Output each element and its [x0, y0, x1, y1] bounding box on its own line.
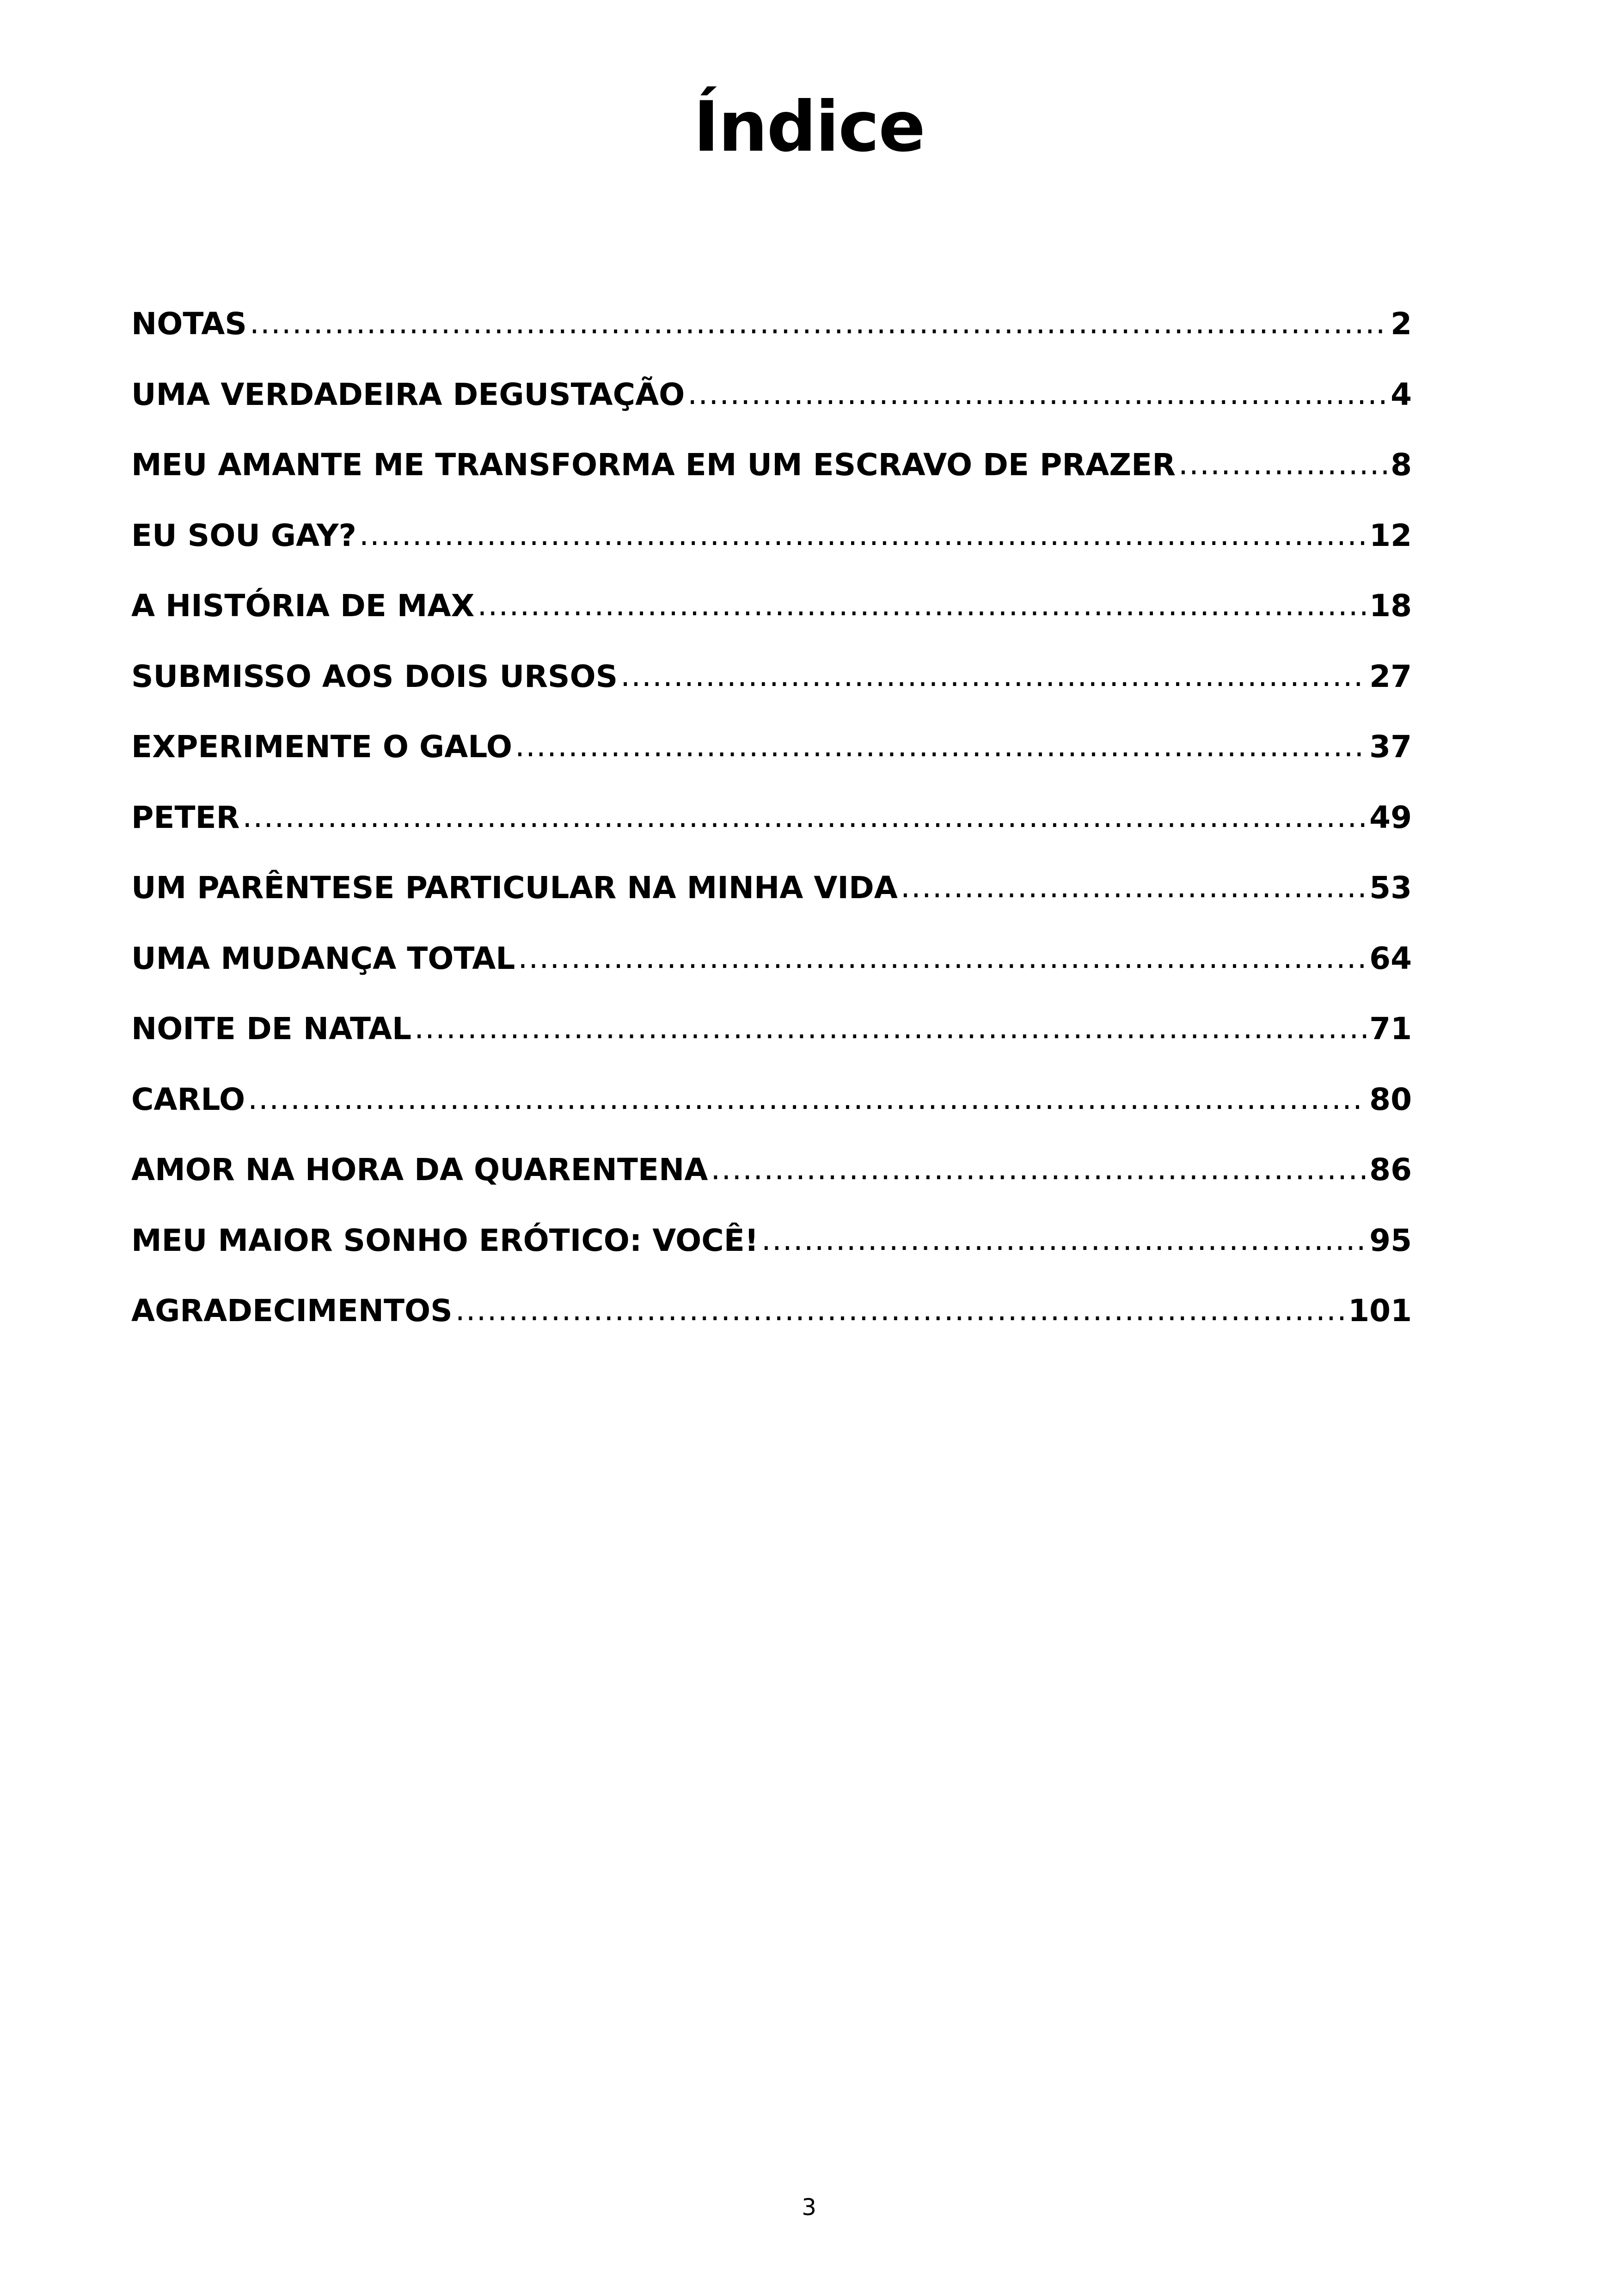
dot-leader	[250, 299, 1388, 349]
toc-entry-page: 53	[1369, 870, 1412, 906]
dot-leader	[711, 1145, 1367, 1194]
dot-leader	[248, 1074, 1367, 1124]
toc-entry-title: MEU MAIOR SONHO ERÓTICO: VOCÊ!	[131, 1222, 759, 1258]
toc-entry-page: 12	[1369, 517, 1412, 553]
toc-entry-title: AMOR NA HORA DA QUARENTENA	[131, 1152, 708, 1188]
toc-entry-page: 95	[1369, 1222, 1412, 1258]
table-of-contents	[131, 299, 1412, 1356]
toc-entry-title: NOITE DE NATAL	[131, 1011, 412, 1047]
dot-leader	[761, 1215, 1367, 1265]
toc-entry-title: AGRADECIMENTOS	[131, 1293, 453, 1329]
toc-entry-title: UMA VERDADEIRA DEGUSTAÇÃO	[131, 376, 685, 412]
toc-entry-title: EU SOU GAY?	[131, 517, 356, 553]
dot-leader	[359, 510, 1367, 560]
toc-entry-agradecimentos[interactable]	[131, 1286, 1412, 1356]
toc-entry-page: 27	[1369, 658, 1412, 694]
toc-entry-title: PETER	[131, 799, 240, 835]
toc-entry-title: UM PARÊNTESE PARTICULAR NA MINHA VIDA	[131, 870, 898, 906]
dot-leader	[455, 1286, 1346, 1335]
toc-entry-page: 37	[1369, 729, 1412, 765]
toc-entry-meu-amante[interactable]	[131, 440, 1412, 510]
toc-entry-title: EXPERIMENTE O GALO	[131, 729, 513, 765]
dot-leader	[414, 1004, 1367, 1053]
toc-entry-page: 49	[1369, 799, 1412, 835]
toc-entry-uma-mudanca-total[interactable]	[131, 933, 1412, 1004]
toc-entry-noite-de-natal[interactable]	[131, 1004, 1412, 1074]
dot-leader	[477, 581, 1367, 631]
toc-entry-title: CARLO	[131, 1081, 245, 1117]
dot-leader	[518, 933, 1367, 983]
toc-entry-title: SUBMISSO AOS DOIS URSOS	[131, 658, 618, 694]
toc-entry-a-historia-de-max[interactable]	[131, 581, 1412, 651]
page-title: Índice	[693, 87, 925, 167]
toc-entry-eu-sou-gay[interactable]	[131, 510, 1412, 581]
toc-entry-carlo[interactable]	[131, 1074, 1412, 1145]
page-number: 3	[802, 2194, 816, 2221]
toc-entry-page: 86	[1369, 1152, 1412, 1188]
toc-entry-title: UMA MUDANÇA TOTAL	[131, 940, 515, 976]
toc-entry-page: 71	[1369, 1011, 1412, 1047]
toc-entry-uma-verdadeira-degustacao[interactable]	[131, 369, 1412, 440]
dot-leader	[901, 863, 1367, 912]
toc-entry-experimente-o-galo[interactable]	[131, 722, 1412, 792]
toc-entry-title: NOTAS	[131, 306, 247, 342]
dot-leader	[620, 651, 1367, 701]
toc-entry-page: 2	[1391, 306, 1412, 342]
toc-entry-submisso-aos-dois-ursos[interactable]	[131, 651, 1412, 722]
dot-leader	[687, 369, 1388, 419]
toc-entry-page: 101	[1348, 1293, 1412, 1329]
toc-entry-page: 80	[1369, 1081, 1412, 1117]
toc-entry-page: 4	[1391, 376, 1412, 412]
toc-entry-page: 8	[1391, 447, 1412, 483]
toc-entry-meu-maior-sonho-erotico[interactable]	[131, 1215, 1412, 1286]
toc-entry-um-parentese-particular[interactable]	[131, 863, 1412, 933]
toc-entry-amor-na-hora-da-quarentena[interactable]	[131, 1145, 1412, 1215]
toc-entry-title: A HISTÓRIA DE MAX	[131, 588, 475, 624]
toc-entry-page: 18	[1369, 588, 1412, 624]
dot-leader	[1178, 440, 1388, 490]
toc-entry-peter[interactable]	[131, 792, 1412, 863]
toc-entry-title: MEU AMANTE ME TRANSFORMA EM UM ESCRAVO DE PRAZER	[131, 447, 1176, 483]
dot-leader	[515, 722, 1367, 771]
toc-entry-notas[interactable]	[131, 299, 1412, 369]
dot-leader	[242, 792, 1367, 842]
toc-entry-page: 64	[1369, 940, 1412, 976]
